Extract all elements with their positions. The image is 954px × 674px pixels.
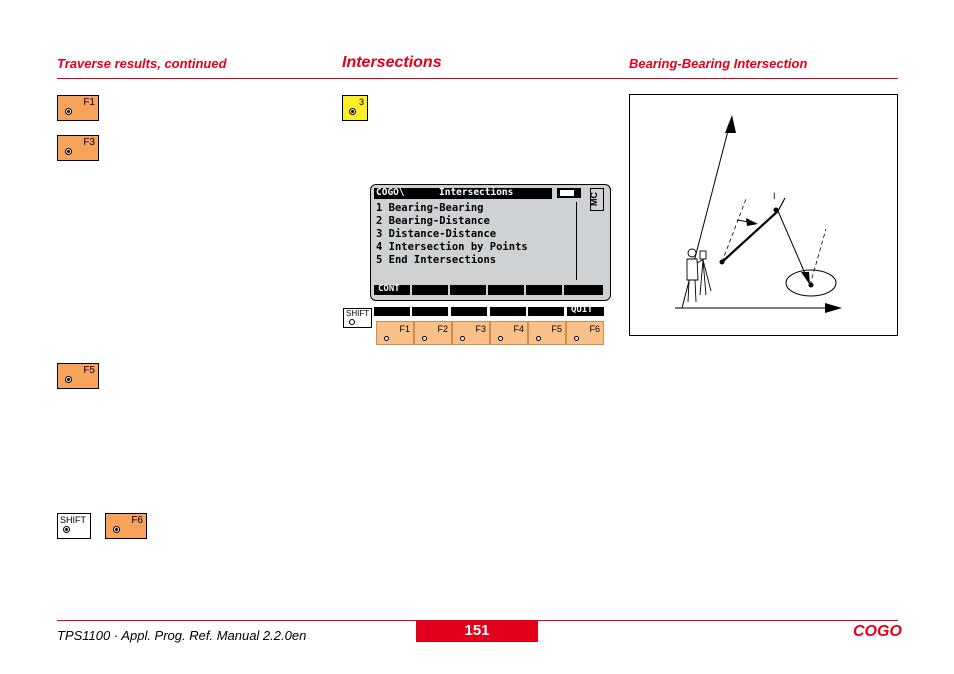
bearing-line-extension — [778, 198, 785, 211]
display-title-center: Intersections — [439, 187, 514, 198]
key-dot-icon — [422, 336, 427, 341]
key-dot-icon — [65, 148, 72, 155]
mc-indicator — [590, 188, 604, 211]
intersection-point-label: I — [773, 191, 776, 201]
x-axis-arrow-icon — [825, 303, 842, 313]
key-dot-icon — [384, 336, 389, 341]
shift-softkey-2[interactable] — [412, 307, 448, 316]
north-arrow-icon — [725, 115, 736, 133]
fkey-f2-label: F2 — [437, 324, 448, 334]
header-section-title: Intersections — [342, 54, 442, 71]
softkey-cont-label: CONT — [378, 284, 400, 294]
shift-key-label: SHIFT — [60, 515, 86, 525]
fkey-f3[interactable] — [452, 321, 490, 345]
intersection-figure — [629, 94, 898, 336]
intersection-point — [774, 208, 779, 213]
shift-softkey-5[interactable] — [528, 307, 564, 316]
fkey-f5[interactable] — [528, 321, 566, 345]
header-rule — [57, 78, 898, 79]
fkey-f1[interactable] — [376, 321, 414, 345]
key-dot-icon — [498, 336, 503, 341]
key-dot-icon — [349, 319, 355, 325]
menu-item-3[interactable]: 3 Distance-Distance — [376, 228, 497, 240]
f3-key-label: F3 — [83, 137, 95, 148]
surveyor-icon — [687, 249, 711, 302]
header-left-title: Traverse results, continued — [57, 56, 227, 71]
f1-key[interactable] — [57, 95, 99, 121]
key-3-label: 3 — [358, 97, 364, 107]
page-number: 151 — [464, 622, 490, 639]
shift-softkey-4[interactable] — [490, 307, 526, 316]
key-dot-icon — [349, 108, 356, 115]
softkey-2[interactable] — [412, 285, 448, 295]
bearing-b-arrow-icon — [801, 272, 810, 285]
f6-key[interactable] — [105, 513, 147, 539]
key-dot-icon — [65, 108, 72, 115]
display-scrollbar[interactable] — [576, 202, 577, 280]
point-a — [720, 260, 725, 265]
fkey-f1-label: F1 — [399, 324, 410, 334]
instrument-display — [370, 184, 611, 301]
key-dot-icon — [113, 526, 120, 533]
shift-softkey-quit[interactable] — [567, 307, 604, 316]
fkey-f2[interactable] — [414, 321, 452, 345]
key-3[interactable] — [342, 95, 368, 121]
menu-item-4[interactable]: 4 Intersection by Points — [376, 241, 528, 253]
fkey-f4[interactable] — [490, 321, 528, 345]
softkey-5[interactable] — [526, 285, 562, 295]
key-dot-icon — [574, 336, 579, 341]
menu-item-1[interactable]: 1 Bearing-Bearing — [376, 202, 484, 214]
screen-shift-key[interactable] — [343, 308, 372, 328]
fkey-f4-label: F4 — [513, 324, 524, 334]
footer-chapter: COGO — [853, 623, 902, 640]
shift-softkey-3[interactable] — [451, 307, 487, 316]
f1-key-label: F1 — [83, 97, 95, 108]
bearing-line-a — [722, 211, 778, 262]
key-dot-icon — [460, 336, 465, 341]
reference-line-b — [810, 229, 826, 285]
softkey-3[interactable] — [450, 285, 486, 295]
softkey-quit-label: QUIT — [571, 305, 593, 315]
key-dot-icon — [65, 376, 72, 383]
page-number-box — [416, 621, 538, 642]
key-dot-icon — [536, 336, 541, 341]
fkey-f5-label: F5 — [551, 324, 562, 334]
menu-item-2[interactable]: 2 Bearing-Distance — [376, 215, 490, 227]
angle-arrow-icon — [746, 218, 758, 226]
mc-label: MC — [589, 192, 599, 206]
f3-key[interactable] — [57, 135, 99, 161]
fkey-f6[interactable] — [566, 321, 604, 345]
header-right-title: Bearing-Bearing Intersection — [629, 56, 808, 71]
footer-manual-title: TPS1100 · Appl. Prog. Ref. Manual 2.2.0en — [57, 628, 307, 643]
softkey-cont[interactable] — [374, 285, 410, 295]
battery-icon — [557, 188, 581, 198]
menu-item-5[interactable]: 5 End Intersections — [376, 254, 497, 266]
shift-key[interactable] — [57, 513, 91, 539]
f5-key[interactable] — [57, 363, 99, 389]
f5-key-label: F5 — [83, 365, 95, 376]
screen-shift-label: SHIFT — [346, 309, 370, 318]
key-dot-icon — [63, 526, 70, 533]
fkey-f6-label: F6 — [589, 324, 600, 334]
fkey-f3-label: F3 — [475, 324, 486, 334]
point-b — [809, 283, 814, 288]
f6-key-label: F6 — [131, 515, 143, 526]
softkey-4[interactable] — [488, 285, 524, 295]
intersection-diagram — [630, 95, 897, 335]
display-title-left: COGO\ — [376, 187, 405, 198]
softkey-6[interactable] — [564, 285, 603, 295]
shift-softkey-1[interactable] — [374, 307, 410, 316]
